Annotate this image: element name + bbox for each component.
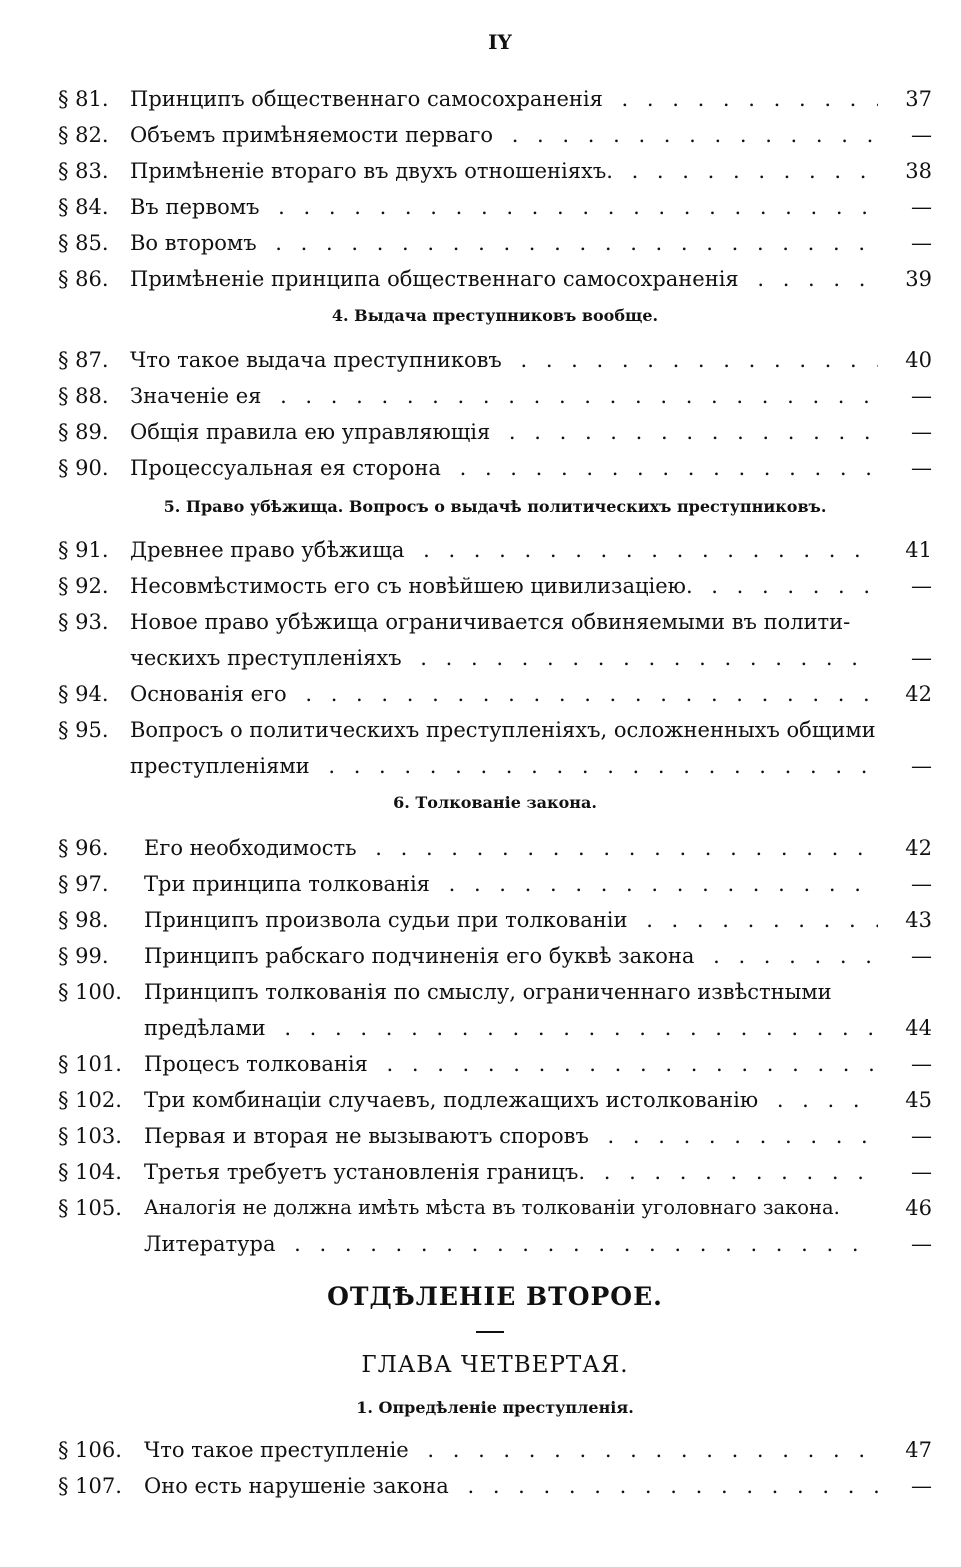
toc-entry-continuation: [58, 1010, 938, 1046]
entry-title: Основанія его: [130, 682, 293, 706]
section-number: § 88.: [58, 384, 109, 408]
entry-title: Общія правила ею управляющія: [130, 420, 496, 444]
page-ref: —: [911, 1124, 932, 1148]
chapter-title: ГЛАВА ЧЕТВЕРТАЯ.: [361, 1352, 629, 1378]
entry-title: Принципъ толкованія по смыслу, ограниченнаго извѣстными: [144, 980, 838, 1004]
section-number: § 102.: [58, 1088, 122, 1112]
toc-entry: [58, 261, 938, 297]
entry-title: Во второмъ: [130, 231, 263, 255]
section-number: § 89.: [58, 420, 109, 444]
toc-entry: [58, 1190, 938, 1226]
page-ref: —: [911, 231, 932, 255]
page-ref: —: [911, 754, 932, 778]
section-number: § 107.: [58, 1474, 122, 1498]
page-ref: —: [911, 123, 932, 147]
page-ref: —: [911, 1232, 932, 1256]
entry-title: Процесъ толкованія: [144, 1052, 374, 1076]
section-number: § 106.: [58, 1438, 122, 1462]
section-number: § 95.: [58, 718, 109, 742]
entry-title: Аналогія не должна имѣть мѣста въ толкованіи уголовнаго закона.: [144, 1196, 846, 1219]
entry-title: Новое право убѣжища ограничивается обвиняемыми въ полити-: [130, 610, 856, 634]
toc-entry: [58, 568, 938, 604]
section-number: § 100.: [58, 980, 122, 1004]
entry-title: Что такое преступленіе: [144, 1438, 415, 1462]
toc-entry: [58, 225, 938, 261]
page-ref: —: [911, 195, 932, 219]
entry-title: Древнее право убѣжища: [130, 538, 410, 562]
toc-entry: [58, 342, 938, 378]
toc-entry: [58, 902, 938, 938]
section-number: § 83.: [58, 159, 109, 183]
section-number: § 101.: [58, 1052, 122, 1076]
toc-entry: [58, 81, 938, 117]
page-ref: 44: [905, 1016, 932, 1040]
entry-title: Вопросъ о политическихъ преступленіяхъ, осложненныхъ общими: [130, 718, 878, 742]
section-number: § 82.: [58, 123, 109, 147]
entry-title: Первая и вторая не вызываютъ споровъ: [144, 1124, 595, 1148]
toc-entry: [58, 1468, 938, 1504]
section-heading: 5. Право убѣжища. Вопросъ о выдачѣ политическихъ преступниковъ.: [163, 497, 827, 516]
entry-title: Его необходимость: [144, 836, 363, 860]
toc-entry: [58, 1082, 938, 1118]
section-number: § 98.: [58, 908, 109, 932]
section-number: § 94.: [58, 682, 109, 706]
entry-title: Принципъ произвола судьи при толкованіи: [144, 908, 634, 932]
page-ref: 47: [905, 1438, 932, 1462]
page-ref: 41: [905, 538, 932, 562]
page-ref: —: [911, 456, 932, 480]
section-heading: 4. Выдача преступниковъ вообще.: [331, 306, 659, 325]
section-number: § 91.: [58, 538, 109, 562]
toc-entry: [58, 676, 938, 712]
entry-title: Принципъ рабскаго подчиненія его буквѣ закона: [144, 944, 700, 968]
entry-title: предѣлами: [144, 1016, 272, 1040]
page-ref: —: [911, 1052, 932, 1076]
page-ref: 38: [905, 159, 932, 183]
page-ref: 39: [905, 267, 932, 291]
toc-entry: [58, 450, 938, 486]
page-ref: 40: [905, 348, 932, 372]
page-ref: 46: [905, 1196, 932, 1220]
entry-title: преступленіями: [130, 754, 316, 778]
section-heading: 1. Опредѣленіе преступленія.: [356, 1398, 634, 1417]
section-number: § 84.: [58, 195, 109, 219]
toc-entry: [58, 1046, 938, 1082]
entry-title: Три комбинаціи случаевъ, подлежащихъ истолкованію: [144, 1088, 764, 1112]
toc-entry: [58, 378, 938, 414]
entry-title: Примѣненіе принципа общественнаго самосохраненія: [130, 267, 745, 291]
page-ref: 45: [905, 1088, 932, 1112]
page-ref: 42: [905, 682, 932, 706]
entry-title: ческихъ преступленіяхъ: [130, 646, 408, 670]
section-number: § 90.: [58, 456, 109, 480]
section-number: § 105.: [58, 1196, 122, 1220]
entry-title: Третья требуетъ установленія границъ.: [144, 1160, 591, 1184]
section-number: § 97.: [58, 872, 109, 896]
section-number: § 81.: [58, 87, 109, 111]
toc-entry: [58, 117, 938, 153]
entry-title: Несовмѣстимость его съ новѣйшею цивилизаціею.: [130, 574, 699, 598]
page-ref: —: [911, 420, 932, 444]
toc-entry: [58, 830, 938, 866]
entry-title: Оно есть нарушеніе закона: [144, 1474, 455, 1498]
section-number: § 104.: [58, 1160, 122, 1184]
page-ref: —: [911, 574, 932, 598]
section-number: § 86.: [58, 267, 109, 291]
entry-title: Въ первомъ: [130, 195, 266, 219]
toc-entry: [58, 712, 938, 748]
section-number: § 85.: [58, 231, 109, 255]
toc-entry: [58, 866, 938, 902]
section-number: § 93.: [58, 610, 109, 634]
entry-title: Примѣненіе втораго въ двухъ отношеніяхъ.: [130, 159, 619, 183]
page-ref: 42: [905, 836, 932, 860]
page-ref: —: [911, 1160, 932, 1184]
page-ref: —: [911, 944, 932, 968]
entry-title: Объемъ примѣняемости перваго: [130, 123, 499, 147]
page-ref: —: [911, 872, 932, 896]
entry-title: Три принципа толкованія: [144, 872, 436, 896]
section-number: § 87.: [58, 348, 109, 372]
page-ref: —: [911, 384, 932, 408]
entry-title: Значеніе ея: [130, 384, 267, 408]
toc-entry: [58, 532, 938, 568]
entry-title: Процессуальная ея сторона: [130, 456, 447, 480]
section-number: § 92.: [58, 574, 109, 598]
toc-entry-continuation: [58, 748, 938, 784]
toc-entry: [58, 414, 938, 450]
toc-entry: [58, 1432, 938, 1468]
section-number: § 103.: [58, 1124, 122, 1148]
section-number: § 99.: [58, 944, 109, 968]
toc-entry: [58, 938, 938, 974]
page-ref: —: [911, 1474, 932, 1498]
page-number: IY: [488, 30, 512, 54]
page-ref: —: [911, 646, 932, 670]
division-title: ОТДѢЛЕНІЕ ВТОРОЕ.: [327, 1282, 663, 1311]
entry-title: Что такое выдача преступниковъ: [130, 348, 508, 372]
toc-entry: [58, 1154, 938, 1190]
section-number: § 96.: [58, 836, 109, 860]
section-heading: 6. Толкованіе закона.: [393, 793, 597, 812]
entry-title: Литература: [144, 1232, 281, 1256]
toc-entry-continuation: [58, 640, 938, 676]
divider: [476, 1331, 504, 1333]
toc-entry: [58, 189, 938, 225]
page-ref: 37: [905, 87, 932, 111]
page-ref: 43: [905, 908, 932, 932]
toc-entry: [58, 1118, 938, 1154]
toc-entry: [58, 1226, 938, 1262]
entry-title: Принципъ общественнаго самосохраненія: [130, 87, 609, 111]
toc-entry: [58, 974, 938, 1010]
toc-entry: [58, 153, 938, 189]
toc-entry: [58, 604, 938, 640]
